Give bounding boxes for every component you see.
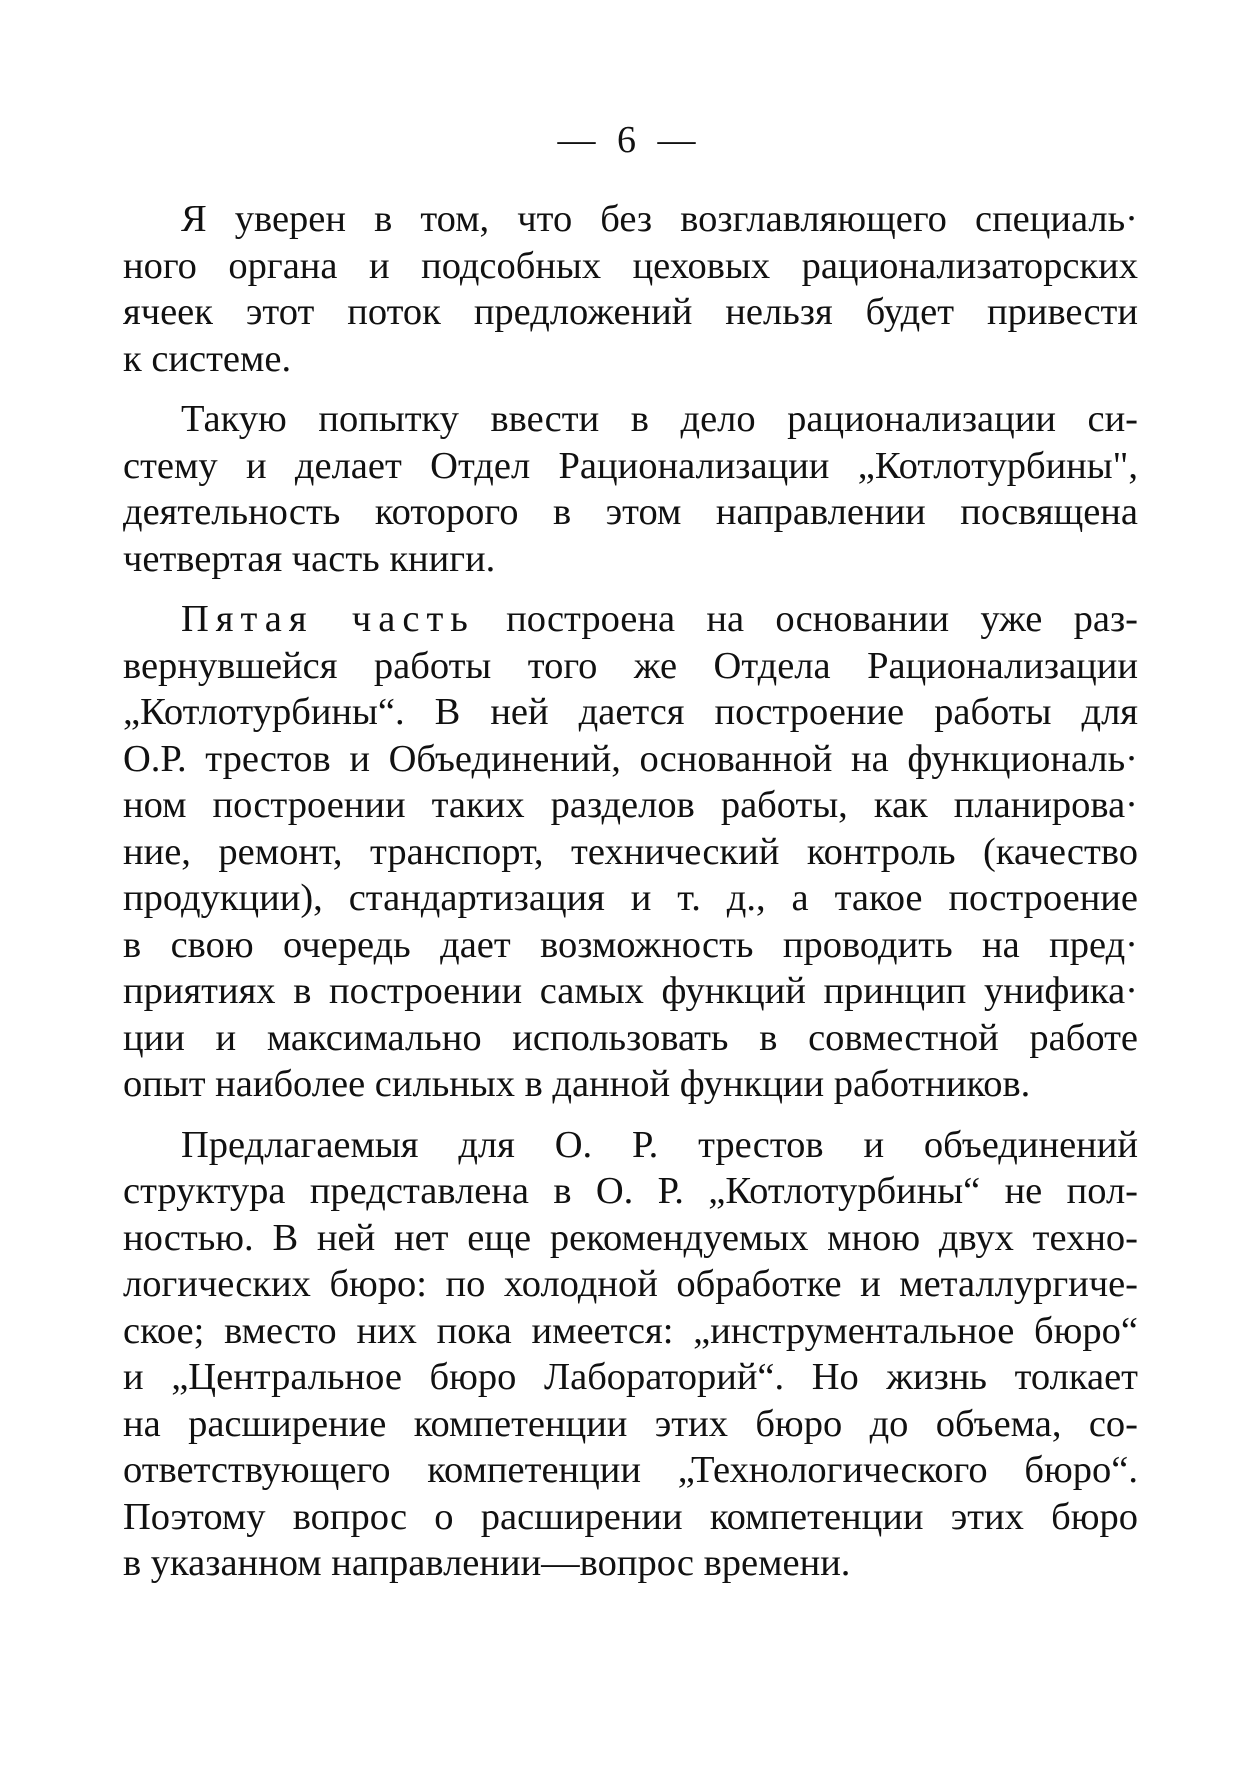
body-text <box>123 196 1138 1601</box>
text-line: „Котлотурбины“. В ней дается построение работы для <box>123 691 1138 733</box>
text-line: Поэтому вопрос о расширении компетенции этих бюро <box>123 1495 1138 1538</box>
text-line: деятельность которого в этом направлении посвящена <box>123 491 1138 533</box>
text-line: стему и делает Отдел Рационализации „Котлотурбины", <box>123 444 1138 487</box>
text-line: к системе. <box>123 337 292 380</box>
page-number: — 6 — <box>557 119 702 161</box>
text-line-rest: построена на основании уже раз- <box>474 598 1138 640</box>
text-line: продукции), стандартизация и т. д., а такое построение <box>123 877 1138 919</box>
text-line: логических бюро: по холодной обработке и металлургиче- <box>123 1263 1138 1305</box>
text-line: Такую попытку ввести в дело рационализации си- <box>181 398 1138 440</box>
paragraph-3 <box>123 596 1138 1108</box>
text-line: вернувшейся работы того же Отдела Рационализации <box>123 644 1138 687</box>
paragraph-2 <box>123 396 1138 582</box>
text-line: Я уверен в том, что без возглавляющего специаль· <box>181 198 1138 240</box>
text-line: приятиях в построении самых функций принцип унифика· <box>123 970 1138 1012</box>
text-line: в свою очередь дает возможность проводить на пред· <box>123 923 1138 966</box>
text-line: ции и максимально использовать в совместной работе <box>123 1016 1138 1059</box>
text-line <box>123 596 1138 643</box>
paragraph-1 <box>123 196 1138 382</box>
text-line: ячеек этот поток предложений нельзя будет привести <box>123 291 1138 333</box>
text-line: ние, ремонт, транспорт, технический контроль (качество <box>123 830 1138 873</box>
text-line: О.Р. трестов и Объединений, основанной на функциональ· <box>123 737 1138 780</box>
text-line: ответствующего компетенции „Технологического бюро“. <box>123 1449 1138 1491</box>
text-line: четвертая часть книги. <box>123 537 496 580</box>
text-line: ном построении таких разделов работы, как планирова· <box>123 784 1138 826</box>
text-line: Предлагаемыя для О. Р. трестов и объединений <box>181 1123 1138 1166</box>
paragraph-4 <box>123 1122 1138 1587</box>
text-line: ного органа и подсобных цеховых рационализаторских <box>123 244 1138 287</box>
text-line: структура представлена в О. Р. „Котлотурбины“ не пол- <box>123 1170 1138 1212</box>
text-line: в указанном направлении—вопрос времени. <box>123 1542 851 1584</box>
spaced-emphasis: Пятая часть <box>181 598 475 640</box>
text-line: ское; вместо них пока имеется: „инструментальное бюро“ <box>123 1309 1138 1352</box>
text-line: опыт наиболее сильных в данной функции работников. <box>123 1063 1031 1105</box>
text-line: ностью. В ней нет еще рекомендуемых мною двух техно- <box>123 1216 1138 1259</box>
text-line: на расширение компетенции этих бюро до объема, со- <box>123 1402 1138 1445</box>
text-line: и „Центральное бюро Лабораторий“. Но жизнь толкает <box>123 1356 1138 1398</box>
